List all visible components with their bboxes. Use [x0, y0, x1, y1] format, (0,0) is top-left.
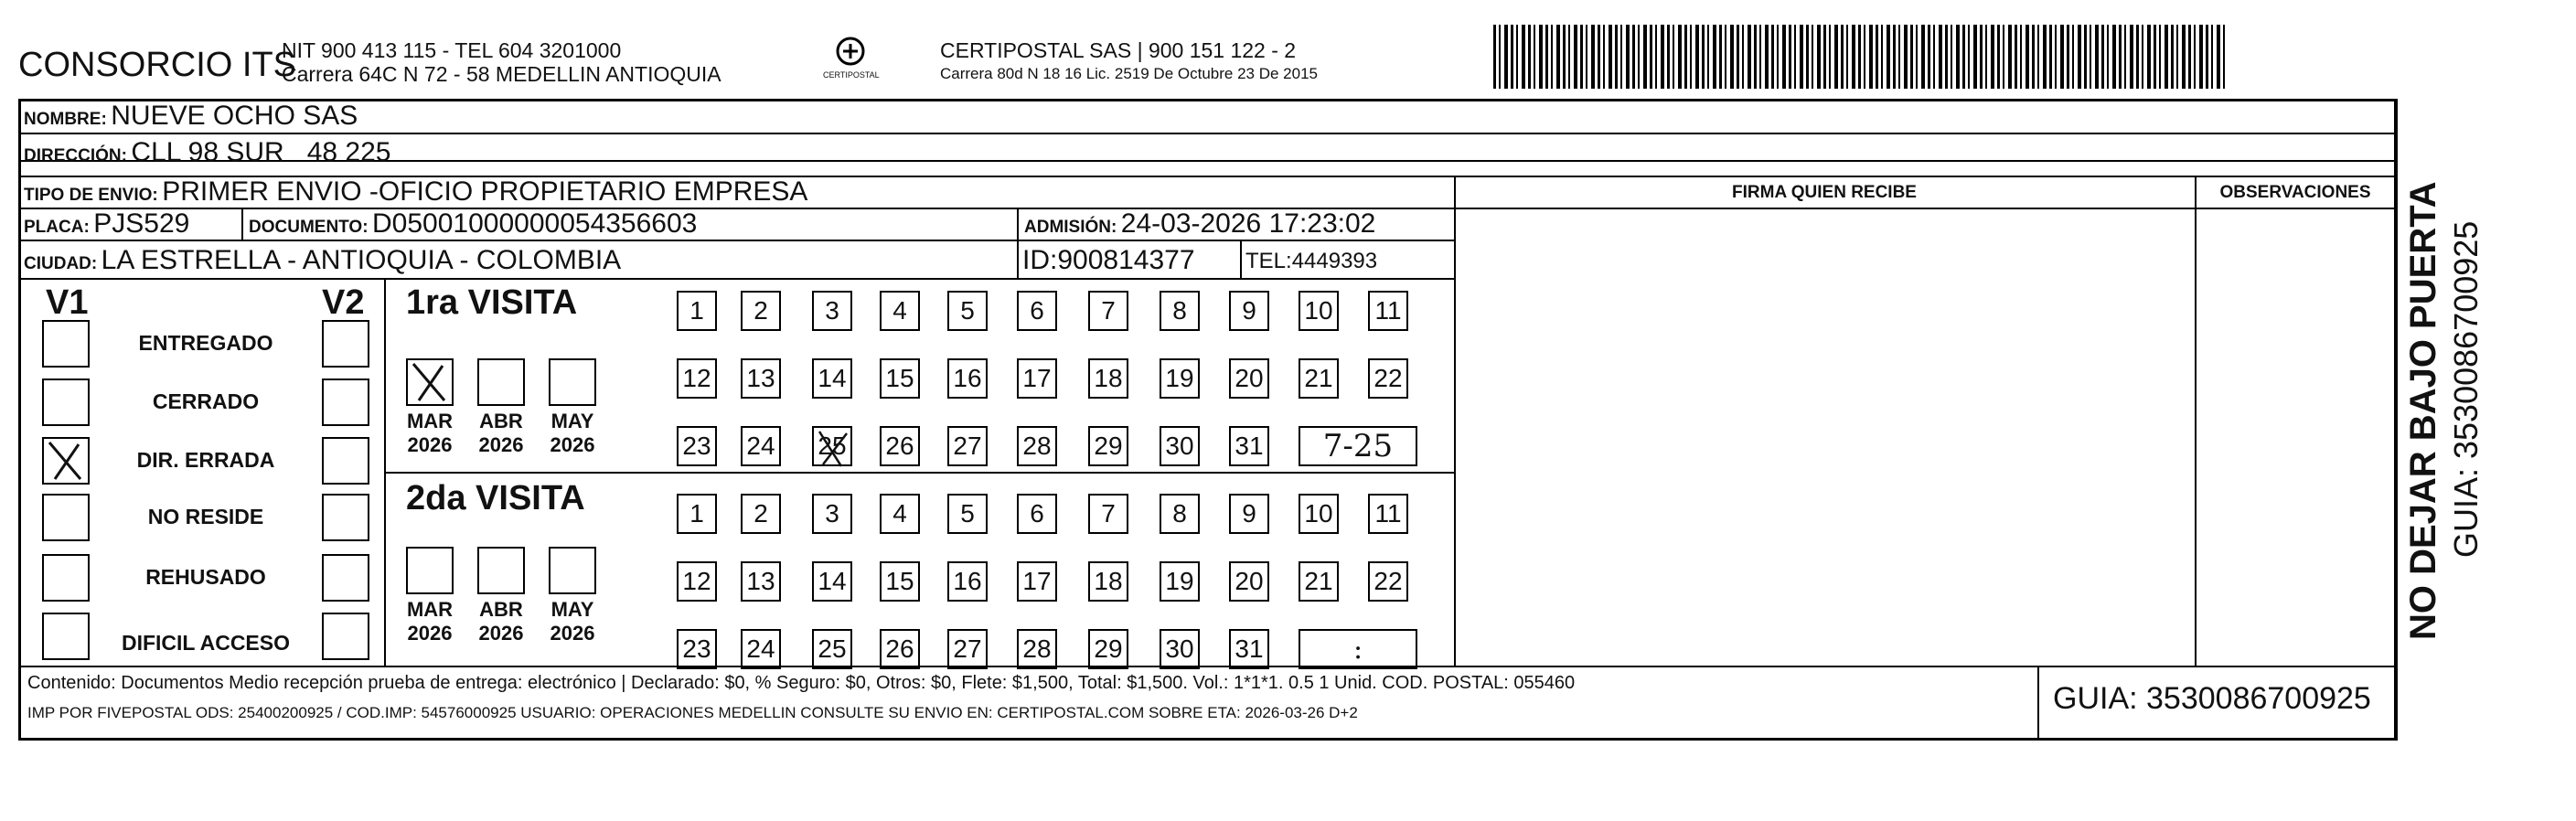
v2-checkbox[interactable]: [322, 554, 369, 602]
day-box[interactable]: 10: [1299, 494, 1339, 534]
company-nit: NIT 900 413 115 - TEL 604 3201000: [282, 38, 622, 62]
day-box[interactable]: 21: [1299, 358, 1339, 399]
day-box[interactable]: 28: [1017, 629, 1057, 669]
day-box[interactable]: 17: [1017, 358, 1057, 399]
month-checkbox[interactable]: [477, 358, 525, 406]
day-box[interactable]: 9: [1229, 494, 1269, 534]
day-box[interactable]: 11: [1368, 291, 1408, 331]
day-box[interactable]: 22: [1368, 358, 1408, 399]
direccion-value: CLL 98 SUR 48 225: [131, 137, 391, 167]
contenido-text: Contenido: Documentos Medio recepción prueba de entrega: electrónico | Declarado: $0, % Seguro: $0, Otros: $0, Flete: $1,500, Total: $1,500. Vol.: 1*1*1. 0.5 1 Unid. COD. POSTAL: 055460: [27, 673, 1576, 693]
visit1-title: 1ra VISITA: [406, 283, 578, 322]
day-box[interactable]: 12: [677, 561, 717, 602]
day-box[interactable]: 27: [947, 629, 988, 669]
day-box[interactable]: 8: [1160, 291, 1200, 331]
v1-checkbox[interactable]: [42, 613, 90, 660]
v1-checkbox[interactable]: [42, 437, 90, 485]
day-box[interactable]: 16: [947, 358, 988, 399]
tipo-value: PRIMER ENVIO -OFICIO PROPIETARIO EMPRESA: [162, 176, 808, 207]
month-label: MAY 2026: [550, 598, 595, 645]
day-box[interactable]: 1: [677, 291, 717, 331]
day-box[interactable]: 11: [1368, 494, 1408, 534]
day-box[interactable]: 24: [741, 426, 781, 466]
month-checkbox[interactable]: [549, 547, 596, 594]
day-box[interactable]: 26: [880, 629, 920, 669]
ciudad-value: LA ESTRELLA - ANTIOQUIA - COLOMBIA: [101, 245, 622, 275]
company-address: Carrera 64C N 72 - 58 MEDELLIN ANTIOQUIA: [282, 62, 721, 86]
documento-label: DOCUMENTO:: [249, 218, 369, 237]
direccion-row: [24, 137, 390, 168]
day-box[interactable]: 12: [677, 358, 717, 399]
v2-checkbox[interactable]: [322, 613, 369, 660]
day-box[interactable]: 3: [812, 291, 852, 331]
v1-checkbox[interactable]: [42, 320, 90, 368]
day-box[interactable]: 19: [1160, 358, 1200, 399]
month-checkbox[interactable]: [477, 547, 525, 594]
day-box[interactable]: 23: [677, 426, 717, 466]
day-box[interactable]: 18: [1088, 561, 1128, 602]
month-checkbox[interactable]: [406, 547, 454, 594]
month-checkbox[interactable]: [406, 358, 454, 406]
day-box[interactable]: 6: [1017, 291, 1057, 331]
documento-value: D05001000000054356603: [372, 208, 698, 239]
visit2-title: 2da VISITA: [406, 479, 585, 517]
ciudad-label: CIUDAD:: [24, 254, 98, 273]
nombre-label: NOMBRE:: [24, 110, 107, 129]
option-label: NO RESIDE: [147, 505, 264, 528]
carrier-address: Carrera 80d N 18 16 Lic. 2519 De Octubre 23 De 2015: [940, 65, 1318, 82]
day-box[interactable]: 13: [741, 561, 781, 602]
placa-value: PJS529: [93, 208, 190, 239]
month-label: ABR 2026: [478, 410, 524, 456]
month-label: MAR 2026: [406, 410, 454, 456]
v2-checkbox[interactable]: [322, 494, 369, 541]
option-label: DIFICIL ACCESO: [121, 631, 290, 655]
side-warning: NO DEJAR BAJO PUERTA: [2403, 181, 2443, 640]
admision-row: [1024, 208, 1375, 240]
id-label: ID:: [1022, 245, 1058, 275]
day-box[interactable]: 13: [741, 358, 781, 399]
day-box[interactable]: 1: [677, 494, 717, 534]
v2-checkbox[interactable]: [322, 437, 369, 485]
v1-checkbox[interactable]: [42, 494, 90, 541]
option-label: ENTREGADO: [138, 331, 273, 355]
month-label: ABR 2026: [478, 598, 524, 645]
day-box[interactable]: 26: [880, 426, 920, 466]
day-box[interactable]: 5: [947, 494, 988, 534]
day-box[interactable]: 31: [1229, 629, 1269, 669]
nombre-row: [24, 101, 358, 132]
tel-value: 4449393: [1291, 249, 1378, 273]
imp-text: IMP POR FIVEPOSTAL ODS: 25400200925 / COD.IMP: 54576000925 USUARIO: OPERACIONES MEDELLIN CONSULTE SU ENVIO EN: CERTIPOSTAL.COM SOBRE ETA: 2026-03-26 D+2: [27, 704, 1358, 721]
v1-checkbox[interactable]: [42, 554, 90, 602]
day-box[interactable]: 29: [1088, 426, 1128, 466]
day-box[interactable]: 28: [1017, 426, 1057, 466]
admision-value: 24-03-2026 17:23:02: [1120, 208, 1376, 239]
day-box[interactable]: 25: [812, 629, 852, 669]
day-box[interactable]: 3: [812, 494, 852, 534]
day-box[interactable]: 30: [1160, 629, 1200, 669]
tel-label: TEL:: [1245, 249, 1292, 273]
tipo-label: TIPO DE ENVIO:: [24, 186, 158, 205]
day-box[interactable]: 14: [812, 358, 852, 399]
day-box[interactable]: 19: [1160, 561, 1200, 602]
nombre-value: NUEVE OCHO SAS: [111, 101, 358, 131]
option-label: DIR. ERRADA: [136, 448, 275, 472]
day-box[interactable]: 30: [1160, 426, 1200, 466]
id-row: [1022, 245, 1195, 276]
day-box[interactable]: 2: [741, 494, 781, 534]
time-box[interactable]: 7-25: [1299, 426, 1417, 466]
day-box[interactable]: 17: [1017, 561, 1057, 602]
direccion-label: DIRECCIÓN:: [24, 146, 127, 165]
month-checkbox[interactable]: [549, 358, 596, 406]
v1-header: V1: [46, 283, 89, 322]
firma-label: FIRMA QUIEN RECIBE: [1732, 183, 1917, 202]
time-box[interactable]: :: [1299, 629, 1417, 669]
day-box[interactable]: 23: [677, 629, 717, 669]
day-box[interactable]: 22: [1368, 561, 1408, 602]
day-box[interactable]: 14: [812, 561, 852, 602]
v1-checkbox[interactable]: [42, 379, 90, 426]
v2-header: V2: [322, 283, 365, 322]
day-box[interactable]: 18: [1088, 358, 1128, 399]
side-guia: GUIA: 3530086700925: [2447, 220, 2485, 558]
day-box[interactable]: 15: [880, 561, 920, 602]
day-box[interactable]: 20: [1229, 358, 1269, 399]
tel-row: [1245, 249, 1377, 274]
placa-row: [24, 208, 189, 240]
v2-checkbox[interactable]: [322, 379, 369, 426]
id-value: 900814377: [1057, 245, 1195, 275]
day-box[interactable]: 7: [1088, 291, 1128, 331]
day-box[interactable]: 27: [947, 426, 988, 466]
day-box[interactable]: 16: [947, 561, 988, 602]
day-box[interactable]: 4: [880, 494, 920, 534]
footer-guia: GUIA: 3530086700925: [2053, 681, 2371, 716]
month-label: MAY 2026: [550, 410, 595, 456]
tipo-row: [24, 176, 807, 208]
carrier-name: CERTIPOSTAL SAS | 900 151 122 - 2: [940, 38, 1297, 62]
admision-label: ADMISIÓN:: [1024, 218, 1117, 237]
documento-row: [249, 208, 697, 240]
day-box[interactable]: 4: [880, 291, 920, 331]
placa-label: PLACA:: [24, 218, 90, 237]
ciudad-row: [24, 245, 621, 276]
option-label: REHUSADO: [145, 565, 266, 589]
barcode: [1493, 25, 2225, 89]
company-name: CONSORCIO ITS: [18, 46, 297, 84]
day-box[interactable]: 24: [741, 629, 781, 669]
day-box[interactable]: 7: [1088, 494, 1128, 534]
day-box[interactable]: 15: [880, 358, 920, 399]
v2-checkbox[interactable]: [322, 320, 369, 368]
day-box[interactable]: 6: [1017, 494, 1057, 534]
day-box[interactable]: 2: [741, 291, 781, 331]
observaciones-label: OBSERVACIONES: [2219, 183, 2371, 202]
day-box[interactable]: 20: [1229, 561, 1269, 602]
day-box[interactable]: 31: [1229, 426, 1269, 466]
day-box[interactable]: 9: [1229, 291, 1269, 331]
option-label: CERRADO: [152, 389, 260, 413]
certipostal-logo: CERTIPOSTAL: [823, 37, 878, 91]
day-box[interactable]: 21: [1299, 561, 1339, 602]
day-box[interactable]: 29: [1088, 629, 1128, 669]
day-box[interactable]: 8: [1160, 494, 1200, 534]
month-label: MAR 2026: [406, 598, 454, 645]
day-box[interactable]: 5: [947, 291, 988, 331]
day-box[interactable]: 10: [1299, 291, 1339, 331]
day-box[interactable]: 25: [812, 426, 852, 466]
